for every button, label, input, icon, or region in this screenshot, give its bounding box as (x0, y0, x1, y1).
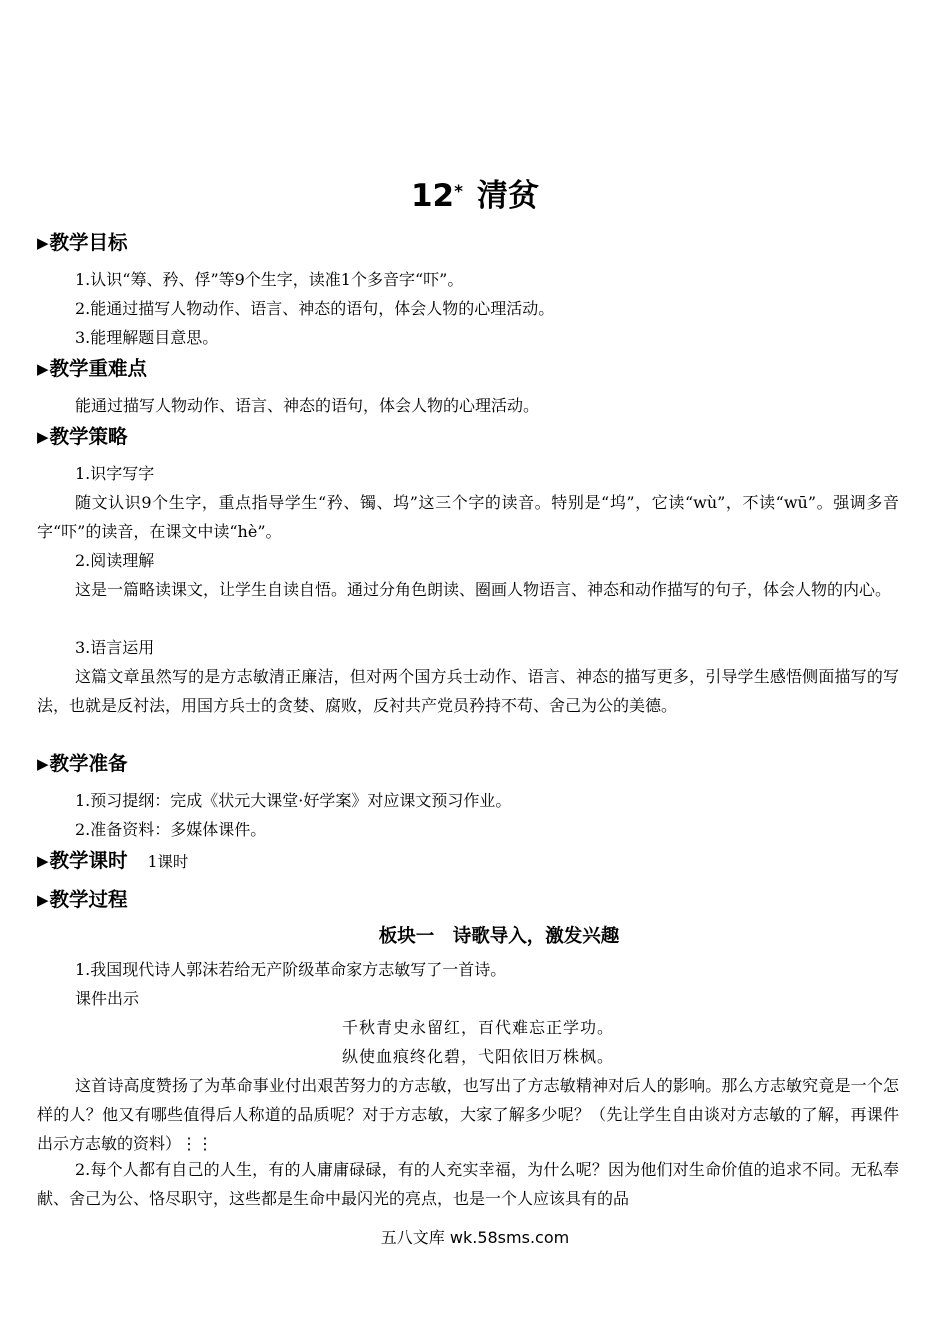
strategy-paragraph: 这篇文章虽然写的是方志敏清正廉洁，但对两个国方兵士动作、语言、神态的描写更多，引导学生感悟侧面描写的写法，也就是反衬法，用国方兵士的贪婪、腐败，反衬共产党员矜持不苟、舍己为公的美德。 (37, 667, 899, 716)
goal-item: 1.认识“筹、矜、俘”等9个生字，读准1个多音字“吓”。 (75, 270, 464, 289)
process-paragraph: 这首诗高度赞扬了为革命事业付出艰苦努力的方志敏，也写出了方志敏精神对后人的影响。那么方志敏究竟是一个怎样的人？他又有哪些值得后人称道的品质呢？对于方志敏，大家了解多少呢？（先让学生自由谈对方志敏的了解，再课件出示方志敏的资料）⋮⋮ (37, 1076, 899, 1154)
strategy-subtitle: 2.阅读理解 (75, 551, 155, 570)
prep-item: 2.准备资料：多媒体课件。 (75, 820, 267, 839)
goal-item: 3.能理解题目意思。 (75, 328, 219, 347)
triangle-icon: ▶ (37, 428, 49, 446)
triangle-icon: ▶ (37, 755, 49, 773)
strategy-subtitle: 3.语言运用 (75, 638, 155, 657)
process-paragraph: 2.每个人都有自己的人生，有的人庸庸碌碌，有的人充实幸福，为什么呢？因为他们对生命价值的追求不同。无私奉献、舍己为公、恪尽职守，这些都是生命中最闪光的亮点，也是一个人应该具有的品 (37, 1160, 899, 1209)
triangle-icon: ▶ (37, 360, 49, 378)
heading-prep: ▶教学准备 (37, 752, 128, 775)
process-paragraph: 课件出示 (75, 989, 140, 1008)
lesson-title-text: 清贫 (477, 178, 540, 214)
key-points-text: 能通过描写人物动作、语言、神态的语句，体会人物的心理活动。 (75, 396, 540, 415)
heading-hours: ▶教学课时 1课时 (37, 849, 189, 872)
goal-item: 2.能通过描写人物动作、语言、神态的语句，体会人物的心理活动。 (75, 299, 555, 318)
lesson-number: 12 (410, 178, 455, 214)
footer-watermark: 五八文库 wk.58sms.com (380, 1228, 570, 1247)
heading-goals: ▶教学目标 (37, 231, 128, 254)
strategy-paragraph: 这是一篇略读课文，让学生自读自悟。通过分角色朗读、圈画人物语言、神态和动作描写的句子，体会人物的内心。 (75, 580, 892, 599)
poem-line: 千秋青史永留红，百代难忘正学功。 (342, 1018, 615, 1037)
triangle-icon: ▶ (37, 234, 49, 252)
lesson-title (0, 176, 950, 216)
poem-line: 纵使血痕终化碧，弋阳依旧万株枫。 (342, 1047, 615, 1066)
heading-strategy: ▶教学策略 (37, 425, 128, 448)
lesson-mark: * (454, 182, 464, 202)
strategy-subtitle: 1.识字写字 (75, 464, 155, 483)
heading-key-points: ▶教学重难点 (37, 357, 148, 380)
triangle-icon: ▶ (37, 891, 49, 909)
triangle-icon: ▶ (37, 852, 49, 870)
block1-title: 板块一 诗歌导入，激发兴趣 (378, 926, 620, 947)
heading-process: ▶教学过程 (37, 888, 128, 911)
strategy-paragraph: 随文认识9个生字，重点指导学生“矜、镯、坞”这三个字的读音。特别是“坞”，它读“wù”，不读“wū”。强调多音字“吓”的读音，在课文中读“hè”。 (37, 493, 899, 542)
prep-item: 1.预习提纲：完成《状元大课堂·好学案》对应课文预习作业。 (75, 791, 512, 810)
hours-value: 1课时 (147, 853, 189, 871)
process-paragraph: 1.我国现代诗人郭沫若给无产阶级革命家方志敏写了一首诗。 (75, 960, 507, 979)
